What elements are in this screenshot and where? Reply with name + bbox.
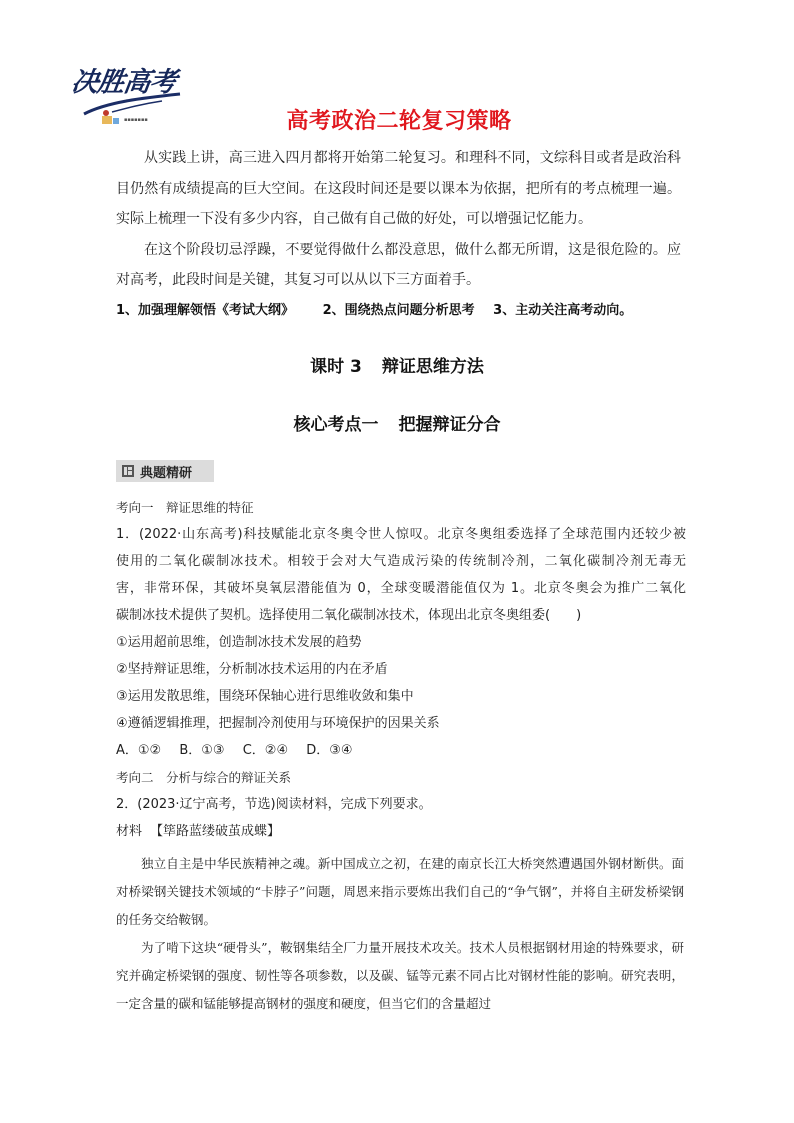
question-1-option: ③运用发散思维，围绕环保轴心进行思维收敛和集中 [116, 689, 414, 704]
question-1-line: 碳制冰技术提供了契机。选择使用二氧化碳制冰技术，体现出北京冬奥组委( ) [116, 608, 582, 623]
section-badge [116, 460, 214, 482]
strategy-item: 1、加强理解领悟《考试大纲》 [116, 303, 295, 318]
material-paragraph: 为了啃下这块“硬骨头”，鞍钢集结全厂力量开展技术攻关。技术人员根据钢材用途的特殊要求，研究并确定桥梁钢的强度、韧性等各项参数，以及碳、锰等元素不同占比对钢材性能的影响。研究表明，一定含量的碳和锰能够提高钢材的强度和硬度，但当它们的含量超过 [116, 940, 684, 1011]
choice-d: D．③④ [306, 743, 353, 758]
question-1-option: ②坚持辩证思维，分析制冰技术运用的内在矛盾 [116, 662, 388, 677]
material-passage [116, 850, 684, 1018]
section-badge-label: 典题精研 [140, 465, 193, 481]
direction-heading: 考向一 辩证思维的特征 [116, 500, 254, 515]
strategy-list [116, 299, 696, 318]
material-label: 材料 [116, 824, 143, 839]
choice-b: B．①③ [179, 743, 225, 758]
question-1-line: 使用的二氧化碳制冰技术。相较于会对大气造成污染的传统制冷剂，二氧化碳制冷剂无毒无 [116, 554, 686, 569]
core-point-title [0, 410, 794, 435]
question-1-line: 害，非常环保，其破坏臭氧层潜能值为 0，全球变暖潜能值仅为 1。北京冬奥会为推广二氧化 [116, 581, 686, 596]
question-body [116, 494, 686, 845]
strategy-item: 3、主动关注高考动向。 [493, 303, 633, 318]
core-name: 把握辩证分合 [398, 415, 501, 435]
strategy-item: 2、围绕热点问题分析思考 [322, 303, 475, 318]
intro-text [116, 143, 681, 296]
question-2-stem: 2．(2023·辽宁高考，节选)阅读材料，完成下列要求。 [116, 797, 432, 812]
lesson-number: 课时 3 [310, 357, 362, 377]
material-heading [116, 818, 686, 845]
question-1-option: ①运用超前思维，创造制冰技术发展的趋势 [116, 635, 362, 650]
lesson-title [0, 352, 794, 377]
page-title: 高考政治二轮复习策略 [286, 109, 512, 134]
intro-paragraph: 从实践上讲，高三进入四月都将开始第二轮复习。和理科不同，文综科目或者是政治科目仍然有成绩提高的巨大空间。在这段时间还是要以课本为依据，把所有的考点梳理一遍。实际上梳理一下没有多少内容，自己做有自己做的好处，可以增强记忆能力。 [116, 150, 681, 227]
question-1-line: 1．(2022·山东高考)科技赋能北京冬奥令世人惊叹。北京冬奥组委选择了全球范围内还较少被 [116, 527, 686, 542]
intro-paragraph: 在这个阶段切忌浮躁，不要觉得做什么都没意思，做什么都无所谓，这是很危险的。应对高考，此段时间是关键，其复习可以从以下三方面着手。 [116, 241, 681, 288]
choice-a: A．①② [116, 743, 162, 758]
material-title: 【筚路蓝缕破茧成蝶】 [150, 824, 281, 839]
choice-c: C．②④ [242, 743, 289, 758]
question-1-choices [116, 737, 686, 764]
grid-icon [122, 465, 134, 477]
material-paragraph: 独立自主是中华民族精神之魂。新中国成立之初，在建的南京长江大桥突然遭遇国外钢材断供。面对桥梁钢关键技术领域的“卡脖子”问题，周恩来指示要炼出我们自己的“争气钢”，并将自主研发桥梁钢的任务交给鞍钢。 [116, 856, 684, 927]
svg-text:▪▪▪▪▪▪▪: ▪▪▪▪▪▪▪ [124, 117, 148, 123]
lesson-name: 辩证思维方法 [381, 357, 484, 377]
logo-text: 决胜高考 [69, 67, 178, 98]
question-1-option: ④遵循逻辑推理，把握制冷剂使用与环境保护的因果关系 [116, 716, 440, 731]
direction-heading: 考向二 分析与综合的辩证关系 [116, 770, 292, 785]
core-number: 核心考点一 [293, 415, 379, 435]
